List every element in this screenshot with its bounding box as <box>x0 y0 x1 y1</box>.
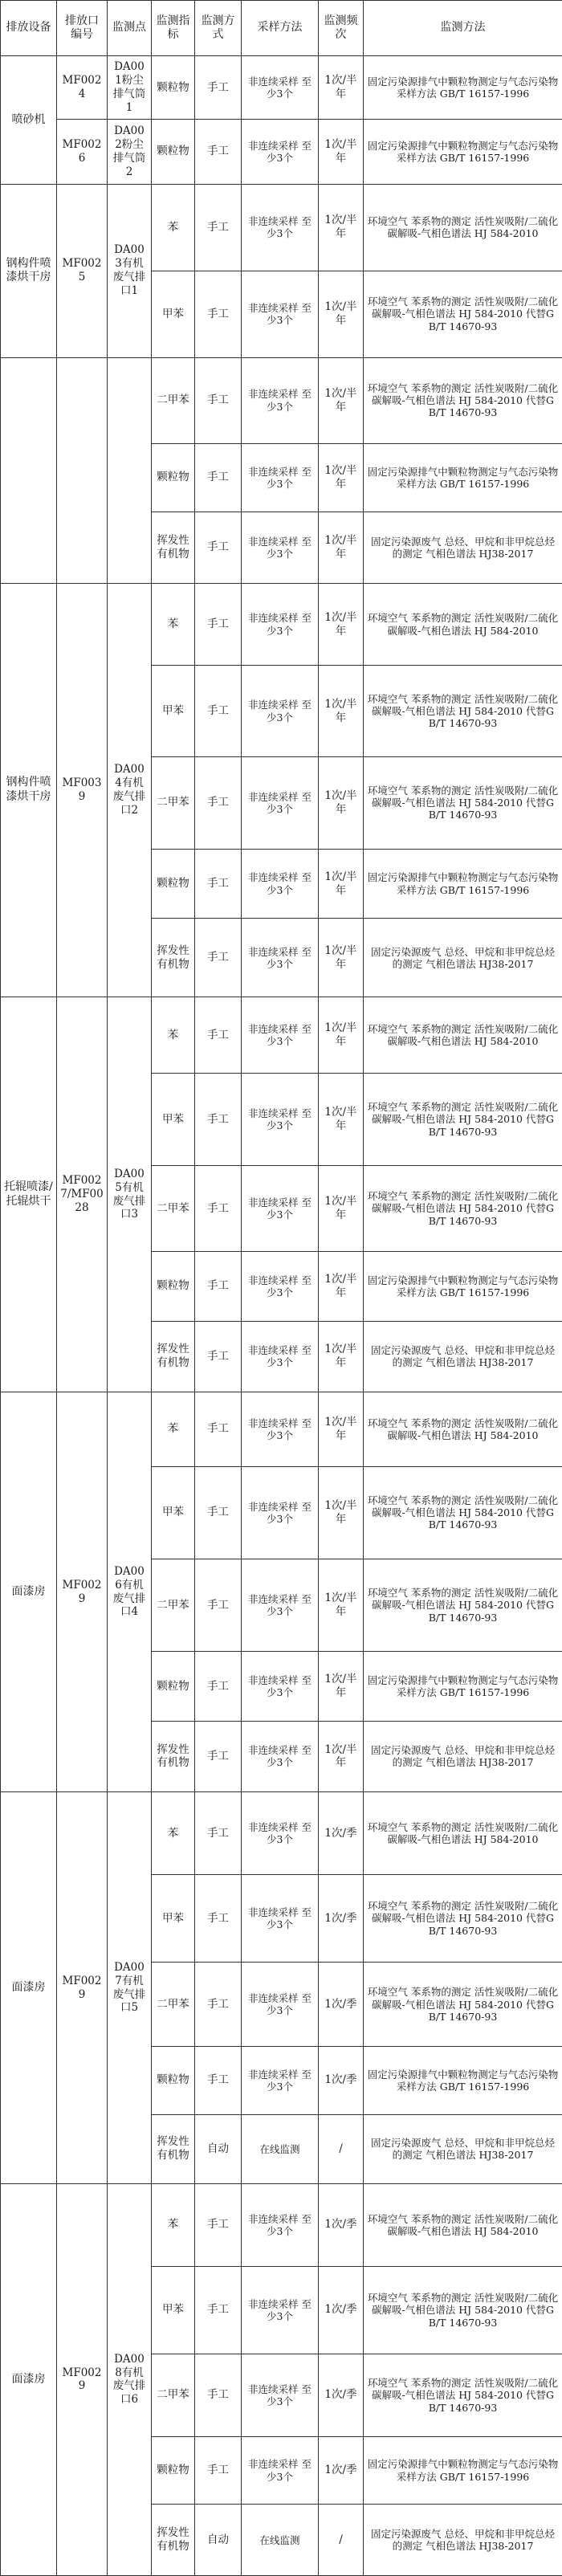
mode-cell: 手工 <box>195 1166 242 1252</box>
monitor-point-cell: DA002粉尘排气筒2 <box>108 120 152 184</box>
frequency-cell: 1次/半年 <box>319 271 364 357</box>
facility-cell: 钢构件喷漆烘干房 <box>1 184 57 357</box>
method-cell: 固定污染源排气中颗粒物测定与气态污染物采样方法 GB/T 16157-1996 <box>364 2436 562 2504</box>
frequency-cell: 1次/半年 <box>319 1652 364 1721</box>
header-sampling: 采样方法 <box>242 1 319 56</box>
method-cell: 环境空气 苯系物的测定 活性炭吸附/二硫化碳解吸-气相色谱法 HJ 584-2010 代替GB/T 14670-93 <box>364 2354 562 2436</box>
mode-cell: 手工 <box>195 1321 242 1392</box>
mode-cell: 手工 <box>195 2266 242 2354</box>
frequency-cell: 1次/季 <box>319 1792 364 1875</box>
indicator-cell: 颗粒物 <box>152 443 195 512</box>
method-cell: 环境空气 苯系物的测定 活性炭吸附/二硫化碳解吸-气相色谱法 HJ 584-2010 <box>364 997 562 1074</box>
outlet-code-cell: MF0025 <box>57 184 108 357</box>
method-cell: 环境空气 苯系物的测定 活性炭吸附/二硫化碳解吸-气相色谱法 HJ 584-2010 代替GB/T 14670-93 <box>364 666 562 756</box>
method-cell: 环境空气 苯系物的测定 活性炭吸附/二硫化碳解吸-气相色谱法 HJ 584-2010 代替GB/T 14670-93 <box>364 1466 562 1559</box>
mode-cell: 手工 <box>195 184 242 271</box>
frequency-cell: / <box>319 2114 364 2183</box>
indicator-cell: 苯 <box>152 1792 195 1875</box>
indicator-cell: 挥发性有机物 <box>152 1321 195 1392</box>
frequency-cell: / <box>319 2505 364 2576</box>
mode-cell: 手工 <box>195 1652 242 1721</box>
sampling-cell: 非连续采样 至少3个 <box>242 443 319 512</box>
method-cell: 固定污染源排气中颗粒物测定与气态污染物采样方法 GB/T 16157-1996 <box>364 443 562 512</box>
sampling-cell: 非连续采样 至少3个 <box>242 849 319 918</box>
method-cell: 固定污染源废气 总烃、甲烷和非甲烷总烃的测定 气相色谱法 HJ38-2017 <box>364 2114 562 2183</box>
method-cell: 固定污染源废气 总烃、甲烷和非甲烷总烃的测定 气相色谱法 HJ38-2017 <box>364 1321 562 1392</box>
sampling-cell: 非连续采样 至少3个 <box>242 1792 319 1875</box>
sampling-cell: 非连续采样 至少3个 <box>242 1321 319 1392</box>
sampling-cell: 非连续采样 至少3个 <box>242 2047 319 2114</box>
mode-cell: 手工 <box>195 1559 242 1651</box>
mode-cell: 手工 <box>195 1963 242 2047</box>
mode-cell: 手工 <box>195 512 242 584</box>
mode-cell: 手工 <box>195 666 242 756</box>
indicator-cell: 颗粒物 <box>152 849 195 918</box>
method-cell: 固定污染源废气 总烃、甲烷和非甲烷总烃的测定 气相色谱法 HJ38-2017 <box>364 512 562 584</box>
sampling-cell: 非连续采样 至少3个 <box>242 919 319 997</box>
method-cell: 环境空气 苯系物的测定 活性炭吸附/二硫化碳解吸-气相色谱法 HJ 584-2010 代替GB/T 14670-93 <box>364 357 562 443</box>
frequency-cell: 1次/半年 <box>319 1252 364 1321</box>
header-facility: 排放设备 <box>1 1 57 56</box>
sampling-cell: 非连续采样 至少3个 <box>242 184 319 271</box>
indicator-cell: 甲苯 <box>152 1875 195 1963</box>
facility-cell: 面漆房 <box>1 1792 57 2184</box>
indicator-cell: 苯 <box>152 997 195 1074</box>
frequency-cell: 1次/半年 <box>319 443 364 512</box>
sampling-cell: 非连续采样 至少3个 <box>242 1652 319 1721</box>
method-cell: 环境空气 苯系物的测定 活性炭吸附/二硫化碳解吸-气相色谱法 HJ 584-2010 <box>364 583 562 666</box>
sampling-cell: 非连续采样 至少3个 <box>242 2266 319 2354</box>
mode-cell: 手工 <box>195 2436 242 2504</box>
frequency-cell: 1次/季 <box>319 2183 364 2266</box>
frequency-cell: 1次/半年 <box>319 1466 364 1559</box>
method-cell: 固定污染源排气中颗粒物测定与气态污染物采样方法 GB/T 16157-1996 <box>364 2047 562 2114</box>
frequency-cell: 1次/半年 <box>319 1321 364 1392</box>
frequency-cell: 1次/季 <box>319 1963 364 2047</box>
indicator-cell: 挥发性有机物 <box>152 2505 195 2576</box>
indicator-cell: 挥发性有机物 <box>152 919 195 997</box>
outlet-code-cell: MF0024 <box>57 56 108 120</box>
mode-cell: 手工 <box>195 56 242 120</box>
indicator-cell: 苯 <box>152 1392 195 1467</box>
method-cell: 环境空气 苯系物的测定 活性炭吸附/二硫化碳解吸-气相色谱法 HJ 584-2010 <box>364 184 562 271</box>
frequency-cell: 1次/季 <box>319 1875 364 1963</box>
frequency-cell: 1次/半年 <box>319 184 364 271</box>
sampling-cell: 非连续采样 至少3个 <box>242 756 319 849</box>
monitor-point-cell: DA004有机废气排口2 <box>108 583 152 997</box>
mode-cell: 手工 <box>195 2354 242 2436</box>
mode-cell: 自动 <box>195 2114 242 2183</box>
facility-cell: 托辊喷漆/托辊烘干 <box>1 997 57 1392</box>
method-cell: 环境空气 苯系物的测定 活性炭吸附/二硫化碳解吸-气相色谱法 HJ 584-2010 <box>364 1792 562 1875</box>
method-cell: 固定污染源排气中颗粒物测定与气态污染物采样方法 GB/T 16157-1996 <box>364 56 562 120</box>
frequency-cell: 1次/半年 <box>319 1166 364 1252</box>
method-cell: 固定污染源排气中颗粒物测定与气态污染物采样方法 GB/T 16157-1996 <box>364 1652 562 1721</box>
indicator-cell: 颗粒物 <box>152 120 195 184</box>
header-indicator: 监测指标 <box>152 1 195 56</box>
mode-cell: 手工 <box>195 357 242 443</box>
indicator-cell: 苯 <box>152 184 195 271</box>
indicator-cell: 二甲苯 <box>152 2354 195 2436</box>
indicator-cell: 甲苯 <box>152 1466 195 1559</box>
frequency-cell: 1次/季 <box>319 2354 364 2436</box>
outlet-code-cell: MF0029 <box>57 1792 108 2184</box>
method-cell: 环境空气 苯系物的测定 活性炭吸附/二硫化碳解吸-气相色谱法 HJ 584-2010 <box>364 2183 562 2266</box>
sampling-cell: 非连续采样 至少3个 <box>242 583 319 666</box>
sampling-cell: 非连续采样 至少3个 <box>242 357 319 443</box>
frequency-cell: 1次/半年 <box>319 583 364 666</box>
frequency-cell: 1次/半年 <box>319 1392 364 1467</box>
facility-cell: 喷砂机 <box>1 56 57 185</box>
frequency-cell: 1次/半年 <box>319 357 364 443</box>
frequency-cell: 1次/半年 <box>319 1721 364 1792</box>
indicator-cell: 颗粒物 <box>152 1652 195 1721</box>
indicator-cell: 甲苯 <box>152 1073 195 1165</box>
method-cell: 固定污染源废气 总烃、甲烷和非甲烷总烃的测定 气相色谱法 HJ38-2017 <box>364 919 562 997</box>
indicator-cell: 甲苯 <box>152 271 195 357</box>
frequency-cell: 1次/季 <box>319 2266 364 2354</box>
method-cell: 固定污染源废气 总烃、甲烷和非甲烷总烃的测定 气相色谱法 HJ38-2017 <box>364 1721 562 1792</box>
table-row <box>1 997 562 1074</box>
monitor-point-cell: DA003有机废气排口1 <box>108 184 152 357</box>
sampling-cell: 非连续采样 至少3个 <box>242 512 319 584</box>
facility-cell: 钢构件喷漆烘干房 <box>1 583 57 997</box>
indicator-cell: 挥发性有机物 <box>152 512 195 584</box>
mode-cell: 手工 <box>195 1252 242 1321</box>
indicator-cell: 二甲苯 <box>152 756 195 849</box>
monitor-point-cell: DA006有机废气排口4 <box>108 1392 152 1792</box>
indicator-cell: 二甲苯 <box>152 1963 195 2047</box>
mode-cell: 手工 <box>195 120 242 184</box>
mode-cell: 手工 <box>195 443 242 512</box>
method-cell: 环境空气 苯系物的测定 活性炭吸附/二硫化碳解吸-气相色谱法 HJ 584-2010 代替GB/T 14670-93 <box>364 1073 562 1165</box>
outlet-code-cell: MF0029 <box>57 1392 108 1792</box>
table-row <box>1 184 562 271</box>
frequency-cell: 1次/半年 <box>319 1559 364 1651</box>
header-row <box>1 1 562 56</box>
indicator-cell: 颗粒物 <box>152 2047 195 2114</box>
monitor-point-cell: DA007有机废气排口5 <box>108 1792 152 2184</box>
table-row <box>1 357 562 443</box>
outlet-code-cell: MF0027/MF0028 <box>57 997 108 1392</box>
outlet-code-cell: MF0026 <box>57 120 108 184</box>
frequency-cell: 1次/季 <box>319 2436 364 2504</box>
indicator-cell: 颗粒物 <box>152 1252 195 1321</box>
mode-cell: 手工 <box>195 1792 242 1875</box>
method-cell: 环境空气 苯系物的测定 活性炭吸附/二硫化碳解吸-气相色谱法 HJ 584-2010 代替GB/T 14670-93 <box>364 756 562 849</box>
mode-cell: 手工 <box>195 2047 242 2114</box>
frequency-cell: 1次/半年 <box>319 512 364 584</box>
frequency-cell: 1次/半年 <box>319 849 364 918</box>
indicator-cell: 甲苯 <box>152 666 195 756</box>
header-method: 监测方法 <box>364 1 562 56</box>
mode-cell: 手工 <box>195 1875 242 1963</box>
sampling-cell: 非连续采样 至少3个 <box>242 1073 319 1165</box>
mode-cell: 手工 <box>195 2183 242 2266</box>
sampling-cell: 非连续采样 至少3个 <box>242 271 319 357</box>
sampling-cell: 非连续采样 至少3个 <box>242 1875 319 1963</box>
method-cell: 环境空气 苯系物的测定 活性炭吸附/二硫化碳解吸-气相色谱法 HJ 584-2010 <box>364 1392 562 1467</box>
indicator-cell: 苯 <box>152 2183 195 2266</box>
header-frequency: 监测频次 <box>319 1 364 56</box>
sampling-cell: 非连续采样 至少3个 <box>242 1721 319 1792</box>
table-row <box>1 120 562 184</box>
frequency-cell: 1次/季 <box>319 2047 364 2114</box>
table-row <box>1 56 562 120</box>
monitor-point-cell: DA008有机废气排口6 <box>108 2183 152 2575</box>
method-cell: 环境空气 苯系物的测定 活性炭吸附/二硫化碳解吸-气相色谱法 HJ 584-2010 代替GB/T 14670-93 <box>364 1559 562 1651</box>
frequency-cell: 1次/半年 <box>319 756 364 849</box>
header-mode: 监测方式 <box>195 1 242 56</box>
method-cell: 环境空气 苯系物的测定 活性炭吸附/二硫化碳解吸-气相色谱法 HJ 584-2010 代替GB/T 14670-93 <box>364 1963 562 2047</box>
header-outlet-code: 排放口编号 <box>57 1 108 56</box>
mode-cell: 手工 <box>195 849 242 918</box>
sampling-cell: 非连续采样 至少3个 <box>242 1392 319 1467</box>
sampling-cell: 非连续采样 至少3个 <box>242 1166 319 1252</box>
indicator-cell: 苯 <box>152 583 195 666</box>
frequency-cell: 1次/半年 <box>319 120 364 184</box>
mode-cell: 手工 <box>195 271 242 357</box>
sampling-cell: 非连续采样 至少3个 <box>242 666 319 756</box>
mode-cell: 手工 <box>195 919 242 997</box>
frequency-cell: 1次/半年 <box>319 56 364 120</box>
outlet-code-cell: MF0029 <box>57 2183 108 2575</box>
method-cell: 固定污染源排气中颗粒物测定与气态污染物采样方法 GB/T 16157-1996 <box>364 1252 562 1321</box>
method-cell: 固定污染源排气中颗粒物测定与气态污染物采样方法 GB/T 16157-1996 <box>364 849 562 918</box>
indicator-cell: 挥发性有机物 <box>152 2114 195 2183</box>
sampling-cell: 非连续采样 至少3个 <box>242 56 319 120</box>
facility-cell: 面漆房 <box>1 2183 57 2575</box>
sampling-cell: 在线监测 <box>242 2505 319 2576</box>
table-row <box>1 1392 562 1467</box>
facility-cell: 面漆房 <box>1 1392 57 1792</box>
method-cell: 环境空气 苯系物的测定 活性炭吸附/二硫化碳解吸-气相色谱法 HJ 584-2010 代替GB/T 14670-93 <box>364 2266 562 2354</box>
monitor-point-cell <box>108 357 152 583</box>
indicator-cell: 二甲苯 <box>152 1559 195 1651</box>
sampling-cell: 非连续采样 至少3个 <box>242 1252 319 1321</box>
sampling-cell: 非连续采样 至少3个 <box>242 1559 319 1651</box>
method-cell: 环境空气 苯系物的测定 活性炭吸附/二硫化碳解吸-气相色谱法 HJ 584-2010 代替GB/T 14670-93 <box>364 271 562 357</box>
table-row <box>1 1792 562 1875</box>
sampling-cell: 非连续采样 至少3个 <box>242 2436 319 2504</box>
mode-cell: 手工 <box>195 1466 242 1559</box>
facility-cell <box>1 357 57 583</box>
indicator-cell: 甲苯 <box>152 2266 195 2354</box>
sampling-cell: 非连续采样 至少3个 <box>242 1963 319 2047</box>
sampling-cell: 在线监测 <box>242 2114 319 2183</box>
sampling-cell: 非连续采样 至少3个 <box>242 2354 319 2436</box>
method-cell: 固定污染源废气 总烃、甲烷和非甲烷总烃的测定 气相色谱法 HJ38-2017 <box>364 2505 562 2576</box>
mode-cell: 手工 <box>195 1392 242 1467</box>
table-row <box>1 2183 562 2266</box>
frequency-cell: 1次/半年 <box>319 997 364 1074</box>
monitor-point-cell: DA001粉尘排气筒1 <box>108 56 152 120</box>
sampling-cell: 非连续采样 至少3个 <box>242 1466 319 1559</box>
frequency-cell: 1次/半年 <box>319 919 364 997</box>
indicator-cell: 二甲苯 <box>152 1166 195 1252</box>
header-monitor-point: 监测点 <box>108 1 152 56</box>
mode-cell: 手工 <box>195 997 242 1074</box>
frequency-cell: 1次/半年 <box>319 1073 364 1165</box>
outlet-code-cell: MF0039 <box>57 583 108 997</box>
indicator-cell: 二甲苯 <box>152 357 195 443</box>
indicator-cell: 挥发性有机物 <box>152 1721 195 1792</box>
mode-cell: 自动 <box>195 2505 242 2576</box>
table-row <box>1 583 562 666</box>
mode-cell: 手工 <box>195 1073 242 1165</box>
indicator-cell: 颗粒物 <box>152 56 195 120</box>
method-cell: 固定污染源排气中颗粒物测定与气态污染物采样方法 GB/T 16157-1996 <box>364 120 562 184</box>
mode-cell: 手工 <box>195 583 242 666</box>
frequency-cell: 1次/半年 <box>319 666 364 756</box>
mode-cell: 手工 <box>195 1721 242 1792</box>
outlet-code-cell <box>57 357 108 583</box>
monitor-point-cell: DA005有机废气排口3 <box>108 997 152 1392</box>
indicator-cell: 颗粒物 <box>152 2436 195 2504</box>
method-cell: 环境空气 苯系物的测定 活性炭吸附/二硫化碳解吸-气相色谱法 HJ 584-2010 代替GB/T 14670-93 <box>364 1166 562 1252</box>
sampling-cell: 非连续采样 至少3个 <box>242 120 319 184</box>
sampling-cell: 非连续采样 至少3个 <box>242 997 319 1074</box>
method-cell: 环境空气 苯系物的测定 活性炭吸附/二硫化碳解吸-气相色谱法 HJ 584-2010 代替GB/T 14670-93 <box>364 1875 562 1963</box>
mode-cell: 手工 <box>195 756 242 849</box>
sampling-cell: 非连续采样 至少3个 <box>242 2183 319 2266</box>
